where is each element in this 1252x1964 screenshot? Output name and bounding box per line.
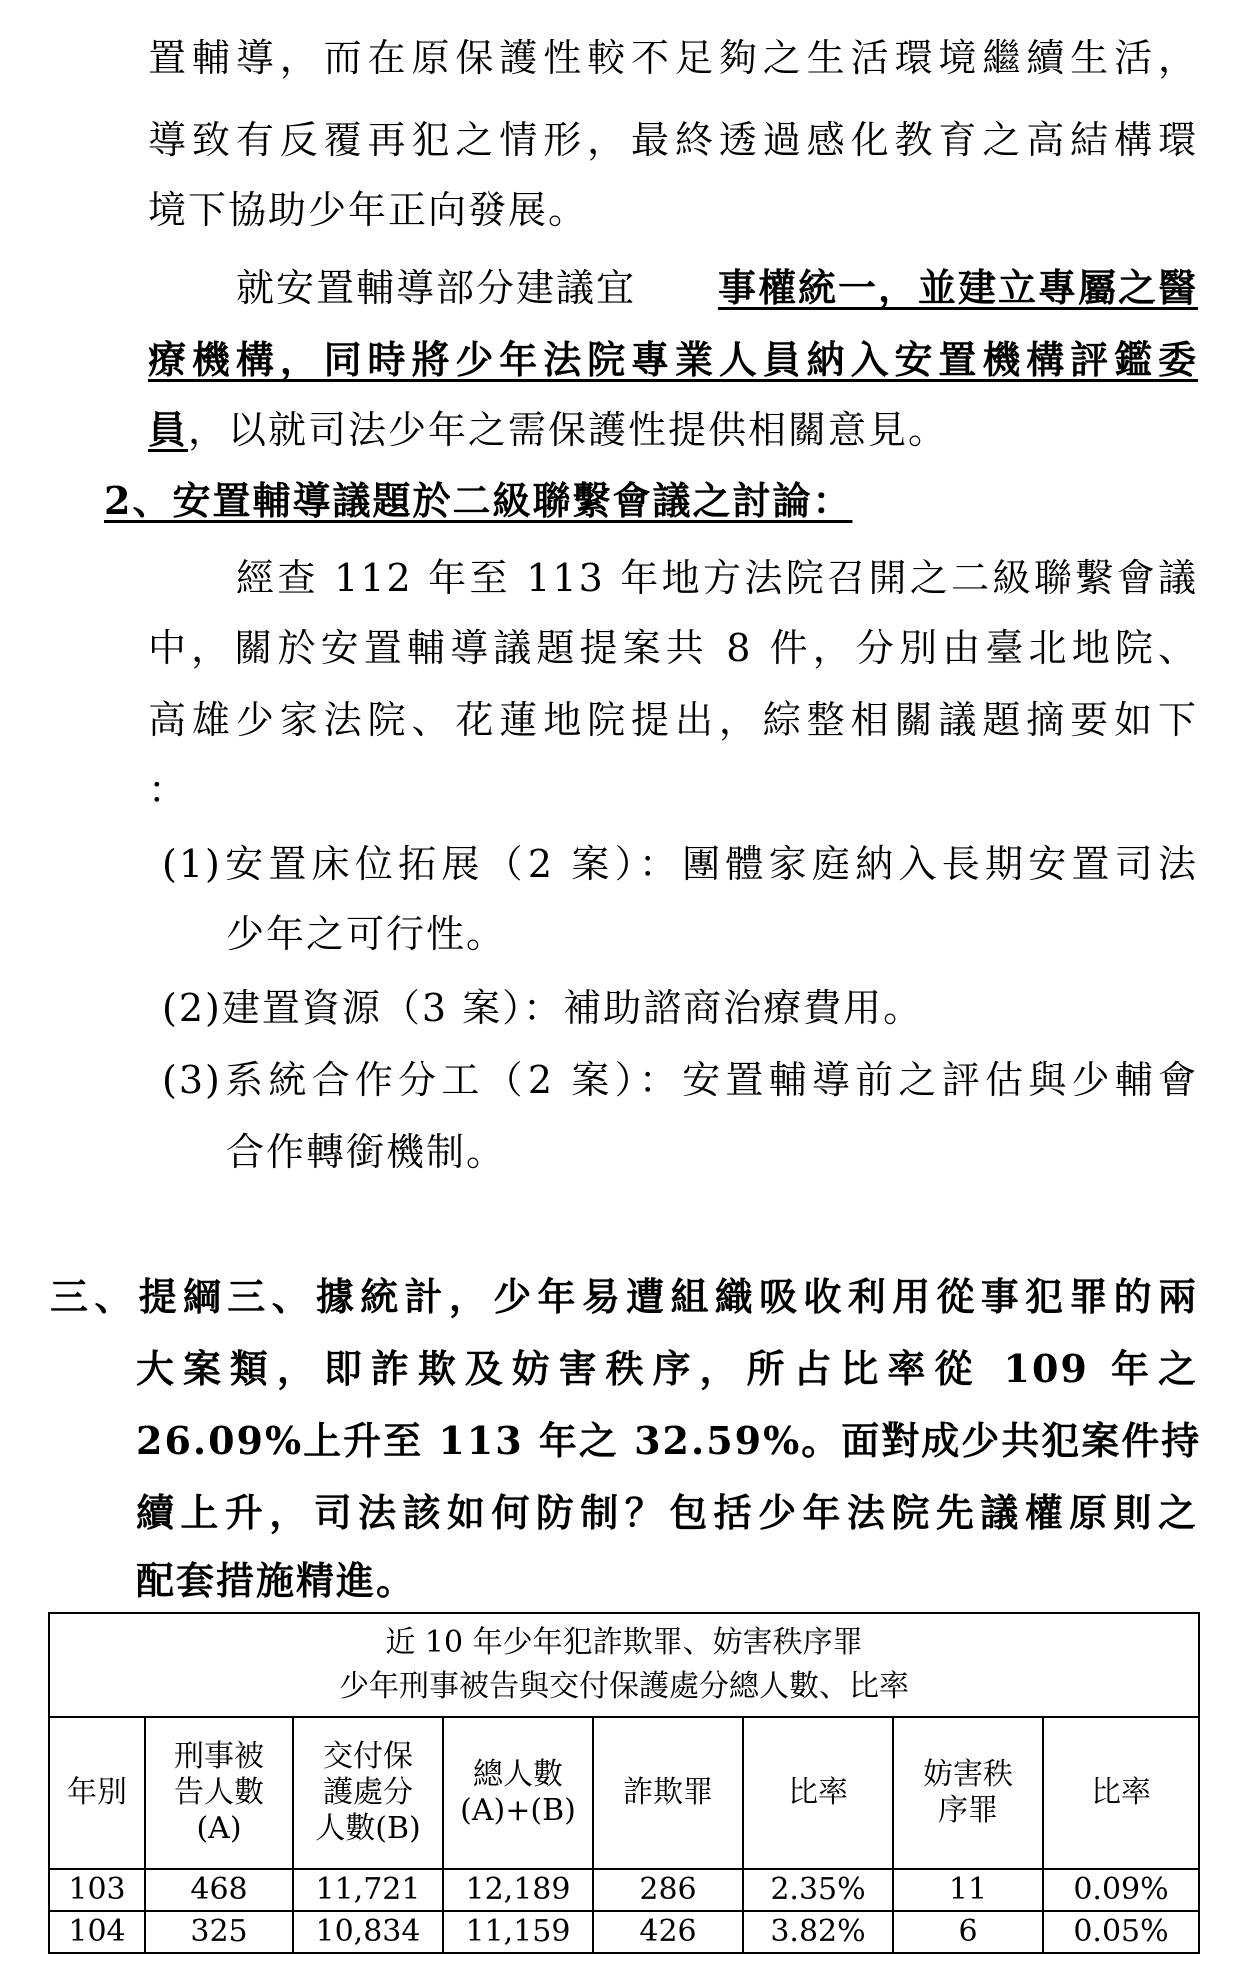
section-text: 大案類，即詐欺及妨害秩序，所占比率從 109 年之 bbox=[136, 1346, 1198, 1391]
header-fraud-rate: 比率 bbox=[743, 1717, 893, 1869]
section-heading: 2、安置輔導議題於二級聯繫會議之討論： bbox=[104, 478, 853, 523]
section-heading: 三、提綱三、據統計，少年易遭組織吸收利用從事犯罪的兩 bbox=[50, 1274, 1198, 1319]
emphasis-text: 事權統一，並建立專屬之醫 bbox=[717, 265, 1198, 310]
emphasis-line: 療機構，同時將少年法院專業人員納入安置機構評鑑委 bbox=[148, 337, 1198, 382]
list-item-continuation: 合作轉銜機制。 bbox=[226, 1130, 507, 1174]
header-fraud: 詐欺罪 bbox=[593, 1717, 743, 1869]
cell-total: 12,189 bbox=[443, 1869, 593, 1911]
cell-public-order: 11 bbox=[893, 1869, 1043, 1911]
statistics-table-wrapper bbox=[48, 1612, 1198, 1954]
cell-year: 103 bbox=[49, 1869, 145, 1911]
cell-fraud: 426 bbox=[593, 1911, 743, 1953]
paragraph-line: 置輔導，而在原保護性較不足夠之生活環境繼續生活， bbox=[148, 36, 1198, 80]
section-text: 續上升，司法該如何防制？包括少年法院先議權原則之 bbox=[136, 1490, 1198, 1535]
table-caption-line: 近 10 年少年犯詐欺罪、妨害秩序罪 bbox=[385, 1625, 863, 1660]
cell-public-order-rate: 0.05% bbox=[1043, 1911, 1199, 1953]
paragraph-text: 就安置輔導部分建議宜 bbox=[236, 266, 637, 310]
list-item: (3)系統合作分工（2 案）：安置輔導前之評估與少輔會 bbox=[162, 1058, 1198, 1102]
emphasis-text: 員 bbox=[148, 407, 189, 452]
paragraph-line bbox=[236, 263, 1198, 313]
paragraph-line: 經查 112 年至 113 年地方法院召開之二級聯繫會議 bbox=[236, 556, 1198, 600]
paragraph-line: 中，關於安置輔導議題提案共 8 件，分別由臺北地院、 bbox=[148, 626, 1198, 670]
cell-protective: 11,721 bbox=[293, 1869, 443, 1911]
paragraph-line: ： bbox=[148, 768, 189, 812]
section-text: 配套措施精進。 bbox=[136, 1558, 417, 1603]
table-caption bbox=[49, 1613, 1199, 1717]
cell-defendants: 325 bbox=[145, 1911, 293, 1953]
paragraph-line: 境下協助少年正向發展。 bbox=[148, 188, 589, 232]
table-caption-line: 少年刑事被告與交付保護處分總人數、比率 bbox=[339, 1669, 909, 1704]
header-public-order-rate: 比率 bbox=[1043, 1717, 1199, 1869]
cell-defendants: 468 bbox=[145, 1869, 293, 1911]
cell-public-order: 6 bbox=[893, 1911, 1043, 1953]
cell-public-order-rate: 0.09% bbox=[1043, 1869, 1199, 1911]
cell-total: 11,159 bbox=[443, 1911, 593, 1953]
header-year: 年別 bbox=[49, 1717, 145, 1869]
cell-fraud-rate: 3.82% bbox=[743, 1911, 893, 1953]
list-item: (2)建置資源（3 案）：補助諮商治療費用。 bbox=[162, 986, 924, 1030]
statistics-table bbox=[48, 1612, 1200, 1954]
header-total: 總人數 (A)+(B) bbox=[443, 1717, 593, 1869]
paragraph-text: ，以就司法少年之需保護性提供相關意見。 bbox=[188, 408, 949, 452]
list-item-continuation: 少年之可行性。 bbox=[226, 912, 507, 956]
cell-fraud-rate: 2.35% bbox=[743, 1869, 893, 1911]
header-protective-disposition: 交付保 護處分 人數(B) bbox=[293, 1717, 443, 1869]
header-public-order: 妨害秩 序罪 bbox=[893, 1717, 1043, 1869]
paragraph-line: 導致有反覆再犯之情形，最終透過感化教育之高結構環 bbox=[148, 118, 1198, 162]
section-text: 26.09%上升至 113 年之 32.59%。面對成少共犯案件持 bbox=[136, 1418, 1202, 1463]
paragraph-line: 高雄少家法院、花蓮地院提出，綜整相關議題摘要如下 bbox=[148, 698, 1198, 742]
table-row bbox=[49, 1869, 1199, 1911]
cell-fraud: 286 bbox=[593, 1869, 743, 1911]
paragraph-line bbox=[148, 405, 948, 455]
table-row bbox=[49, 1911, 1199, 1953]
table-header-row bbox=[49, 1717, 1199, 1869]
cell-protective: 10,834 bbox=[293, 1911, 443, 1953]
list-item: (1)安置床位拓展（2 案）：團體家庭納入長期安置司法 bbox=[162, 842, 1198, 886]
cell-year: 104 bbox=[49, 1911, 145, 1953]
table-caption-row bbox=[49, 1613, 1199, 1717]
header-criminal-defendants: 刑事被 告人數 (A) bbox=[145, 1717, 293, 1869]
